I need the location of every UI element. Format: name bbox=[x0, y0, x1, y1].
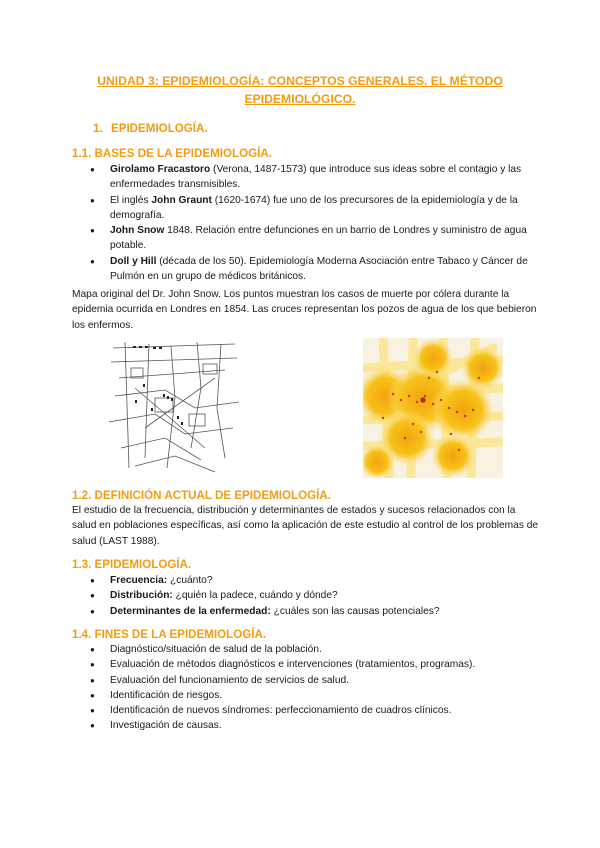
item-text: ¿cuáles son las causas potenciales? bbox=[270, 605, 440, 617]
list-item bbox=[90, 223, 536, 254]
title-line-2: EPIDEMIOLÓGICO. bbox=[244, 92, 356, 106]
list-item bbox=[90, 573, 536, 588]
bases-list bbox=[90, 162, 536, 284]
definition-text: El estudio de la frecuencia, distribución y determinantes de estados y sucesos relacionados con la salud en poblaciones específicas, así como la aplicación de este estudio al control de los problemas de salud (LAST 1988). bbox=[72, 505, 539, 547]
list-item bbox=[90, 588, 536, 603]
list-item: ● Evaluación de métodos diagnósticos e intervenciones (tratamientos, programas). bbox=[90, 657, 536, 672]
item-bold: Doll y Hill bbox=[110, 255, 157, 267]
list-item: ● Investigación de causas. bbox=[90, 718, 536, 733]
aims-list bbox=[90, 642, 536, 734]
item-bold: Frecuencia: bbox=[110, 575, 168, 586]
item-bold: Determinantes de la enfermedad: bbox=[110, 605, 271, 617]
list-item: ● Identificación de nuevos síndromes: perfeccionamiento de cuadros clínicos. bbox=[90, 703, 536, 718]
section-1-heading bbox=[93, 122, 208, 135]
item-pre: El inglés bbox=[110, 194, 152, 206]
subsection-1-3-heading: 1.3. EPIDEMIOLOGÍA. bbox=[72, 558, 192, 571]
item-bold: Distribución: bbox=[110, 590, 173, 602]
map-caption: Mapa original del Dr. John Snow. Los puntos muestran los casos de muerte por cólera durante la epidemia ocurrida en Londres en 1854. Las cruces representan los pozos de agua de los que bebieron los enfermos. bbox=[72, 289, 537, 331]
item-text: ¿cuánto? bbox=[167, 575, 213, 586]
item-text: ¿quién la padece, cuándo y dónde? bbox=[172, 590, 338, 602]
item-text: (década de los 50). Epidemiología Moderna Asociación entre Tabaco y Cáncer de Pulmón en un grupo de médicos británicos. bbox=[110, 255, 528, 283]
section-title: EPIDEMIOLOGÍA. bbox=[111, 122, 208, 135]
item-text: (1620-1674) fue uno de los precursores de la epidemiología y de la demografía. bbox=[110, 194, 518, 221]
title-line-1: UNIDAD 3: EPIDEMIOLOGÍA: CONCEPTOS GENERALES. EL MÉTODO bbox=[97, 74, 503, 88]
subsection-1-1-heading: 1.1. BASES DE LA EPIDEMIOLOGÍA. bbox=[72, 147, 272, 160]
list-item bbox=[90, 193, 536, 224]
list-item bbox=[90, 254, 536, 285]
item-bold: Girolamo Fracastoro bbox=[110, 164, 211, 175]
list-item: ● Evaluación del funcionamiento de servicios de salud. bbox=[90, 673, 536, 688]
list-item: ● Diagnóstico/situación de salud de la población. bbox=[90, 642, 536, 657]
subsection-1-2-heading: 1.2. DEFINICIÓN ACTUAL DE EPIDEMIOLOGÍA. bbox=[72, 489, 331, 502]
section-number: 1. bbox=[93, 122, 103, 135]
cholera-heatmap-image bbox=[363, 338, 503, 478]
item-bold: John Graunt bbox=[151, 194, 212, 206]
item-text: (Verona, 1487-1573) que introduce sus ideas sobre el contagio y las enfermedades transmisibles. bbox=[110, 164, 522, 191]
list-item bbox=[90, 162, 536, 193]
list-item bbox=[90, 604, 536, 619]
subsection-1-4-heading: 1.4. FINES DE LA EPIDEMIOLOGÍA. bbox=[72, 628, 267, 641]
snow-original-map-image bbox=[105, 338, 245, 478]
item-text: 1848. Relación entre defunciones en un barrio de Londres y suministro de agua potable. bbox=[110, 225, 527, 252]
epidemiology-questions-list bbox=[90, 573, 536, 619]
document-title bbox=[70, 72, 530, 108]
list-item: ● Identificación de riesgos. bbox=[90, 688, 536, 703]
item-bold: John Snow bbox=[110, 225, 165, 237]
